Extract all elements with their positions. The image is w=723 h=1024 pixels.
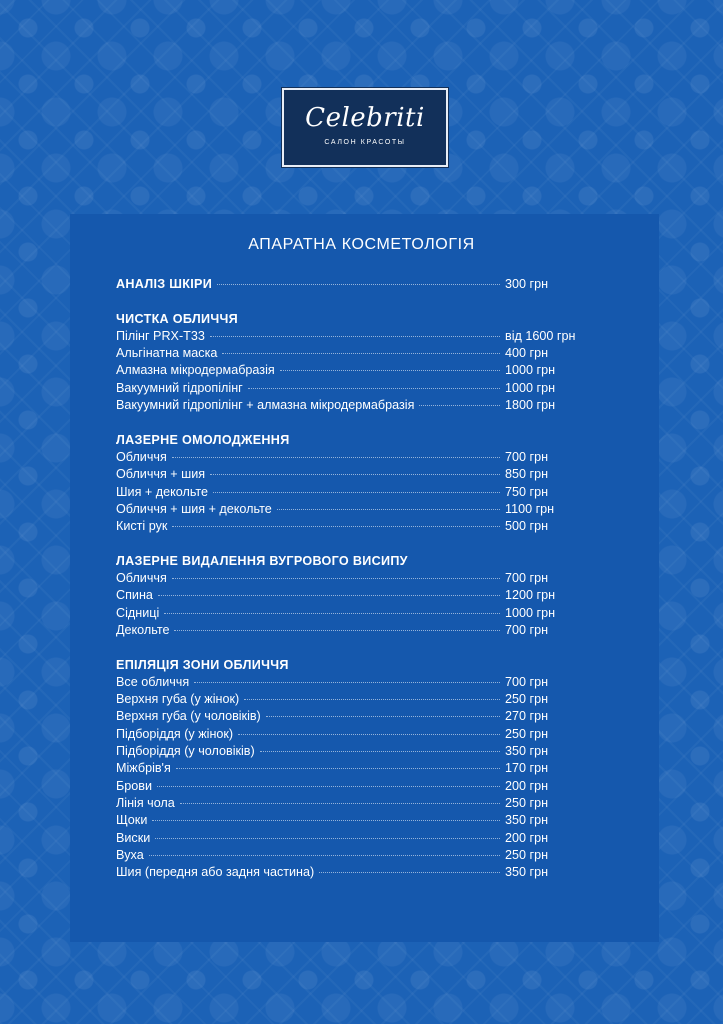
dot-leader (176, 768, 500, 769)
price-row (116, 812, 596, 829)
price-row (116, 847, 596, 864)
price-row (116, 570, 596, 587)
section-heading: ЕПІЛЯЦІЯ ЗОНИ ОБЛИЧЧЯ (116, 657, 289, 672)
section-spacer (116, 414, 596, 431)
service-name: Алмазна мікродермабразія (116, 363, 275, 378)
price-row (116, 674, 596, 691)
price-row (116, 726, 596, 743)
section-heading-row (116, 276, 596, 293)
service-name: Альгінатна маска (116, 346, 218, 361)
dot-leader (172, 526, 500, 527)
dot-leader (172, 578, 500, 579)
service-name: Міжбрів'я (116, 761, 171, 776)
section-heading: ЧИСТКА ОБЛИЧЧЯ (116, 311, 239, 326)
dot-leader (217, 284, 500, 285)
price-row (116, 449, 596, 466)
price-row (116, 760, 596, 777)
dot-leader (244, 699, 500, 700)
dot-leader (248, 388, 500, 389)
service-price: 250 грн (505, 795, 549, 810)
dot-leader (210, 336, 500, 337)
price-row (116, 708, 596, 725)
service-name: Все обличчя (116, 674, 190, 689)
page-title: АПАРАТНА КОСМЕТОЛОГІЯ (248, 236, 475, 253)
section-heading: ЛАЗЕРНЕ ОМОЛОДЖЕННЯ (116, 432, 290, 447)
service-name: Кисті рук (116, 519, 168, 534)
price-row (116, 380, 596, 397)
service-name: Верхня губа (у чоловіків) (116, 709, 261, 724)
service-price: 1100 грн (505, 501, 555, 516)
price-row (116, 622, 596, 639)
price-row (116, 587, 596, 604)
dot-leader (260, 751, 500, 752)
logo-wordmark: Celebriti (305, 103, 425, 133)
price-row (116, 466, 596, 483)
service-name: Виски (116, 830, 151, 845)
service-name: Декольте (116, 622, 170, 637)
price-row (116, 605, 596, 622)
price-row (116, 362, 596, 379)
price-row (116, 830, 596, 847)
section-heading: АНАЛІЗ ШКІРИ (116, 277, 213, 291)
service-name: Пілінг PRX-T33 (116, 328, 205, 343)
salon-logo (282, 88, 448, 167)
service-price: від 1600 грн (505, 328, 576, 343)
price-row (116, 484, 596, 501)
service-name: Вуха (116, 847, 144, 862)
service-price: 200 грн (505, 830, 549, 845)
service-name: Брови (116, 778, 152, 793)
service-name: Підборіддя (у чоловіків) (116, 744, 255, 759)
service-price: 250 грн (505, 847, 549, 862)
service-name: Лінія чола (116, 795, 175, 810)
logo-subtitle: САЛОН КРАСОТЫ (324, 139, 406, 146)
section-heading: ЛАЗЕРНЕ ВИДАЛЕННЯ ВУГРОВОГО ВИСИПУ (116, 553, 408, 568)
section-heading-row (116, 311, 596, 328)
dot-leader (277, 509, 500, 510)
price-row (116, 345, 596, 362)
service-price: 1000 грн (505, 605, 556, 620)
dot-leader (238, 734, 500, 735)
dot-leader (158, 595, 500, 596)
section-spacer (116, 293, 596, 310)
service-price: 170 грн (505, 761, 549, 776)
service-price: 700 грн (505, 449, 549, 464)
service-name: Вакуумний гідропілінг + алмазна мікродермабразія (116, 398, 415, 413)
dot-leader (210, 474, 500, 475)
service-price: 200 грн (505, 778, 549, 793)
service-price: 700 грн (505, 571, 549, 586)
dot-leader (266, 716, 500, 717)
dot-leader (174, 630, 500, 631)
service-name: Шия (передня або задня частина) (116, 865, 315, 880)
price-row (116, 691, 596, 708)
price-row (116, 328, 596, 345)
dot-leader (157, 786, 500, 787)
price-row (116, 743, 596, 760)
service-name: Обличчя (116, 571, 167, 586)
service-price: 400 грн (505, 346, 549, 361)
service-price: 700 грн (505, 622, 549, 637)
section-spacer (116, 535, 596, 552)
dot-leader (222, 353, 500, 354)
service-price: 350 грн (505, 744, 549, 759)
service-price: 350 грн (505, 865, 549, 880)
dot-leader (194, 682, 500, 683)
service-price: 1200 грн (505, 588, 556, 603)
dot-leader (180, 803, 500, 804)
service-price: 300 грн (505, 277, 549, 291)
dot-leader (149, 855, 500, 856)
dot-leader (213, 492, 500, 493)
service-price: 850 грн (505, 467, 549, 482)
service-price: 250 грн (505, 726, 549, 741)
section-heading-row (116, 553, 596, 570)
dot-leader (155, 838, 500, 839)
price-row (116, 795, 596, 812)
service-name: Верхня губа (у жінок) (116, 692, 240, 707)
service-price: 250 грн (505, 692, 549, 707)
service-name: Щоки (116, 813, 148, 828)
service-name: Обличчя + шия + декольте (116, 501, 272, 516)
section-heading-row (116, 657, 596, 674)
service-name: Спина (116, 588, 153, 603)
price-row (116, 518, 596, 535)
section-spacer (116, 639, 596, 656)
price-row (116, 397, 596, 414)
price-row (116, 778, 596, 795)
dot-leader (280, 370, 500, 371)
service-price: 270 грн (505, 709, 549, 724)
service-name: Сідниці (116, 605, 160, 620)
service-name: Підборіддя (у жінок) (116, 726, 234, 741)
service-price: 350 грн (505, 813, 549, 828)
service-price: 500 грн (505, 519, 549, 534)
dot-leader (172, 457, 500, 458)
service-price: 1000 грн (505, 363, 556, 378)
service-price: 1000 грн (505, 380, 556, 395)
service-price: 1800 грн (505, 398, 556, 413)
dot-leader (419, 405, 500, 406)
price-row (116, 864, 596, 881)
service-name: Обличчя (116, 449, 167, 464)
section-heading-row (116, 432, 596, 449)
price-row (116, 501, 596, 518)
service-name: Шия + декольте (116, 484, 209, 499)
service-price: 700 грн (505, 674, 549, 689)
service-price: 750 грн (505, 484, 549, 499)
price-list (116, 276, 596, 881)
dot-leader (319, 872, 500, 873)
dot-leader (152, 820, 500, 821)
dot-leader (164, 613, 500, 614)
service-name: Вакуумний гідропілінг (116, 380, 243, 395)
service-name: Обличчя + шия (116, 467, 206, 482)
